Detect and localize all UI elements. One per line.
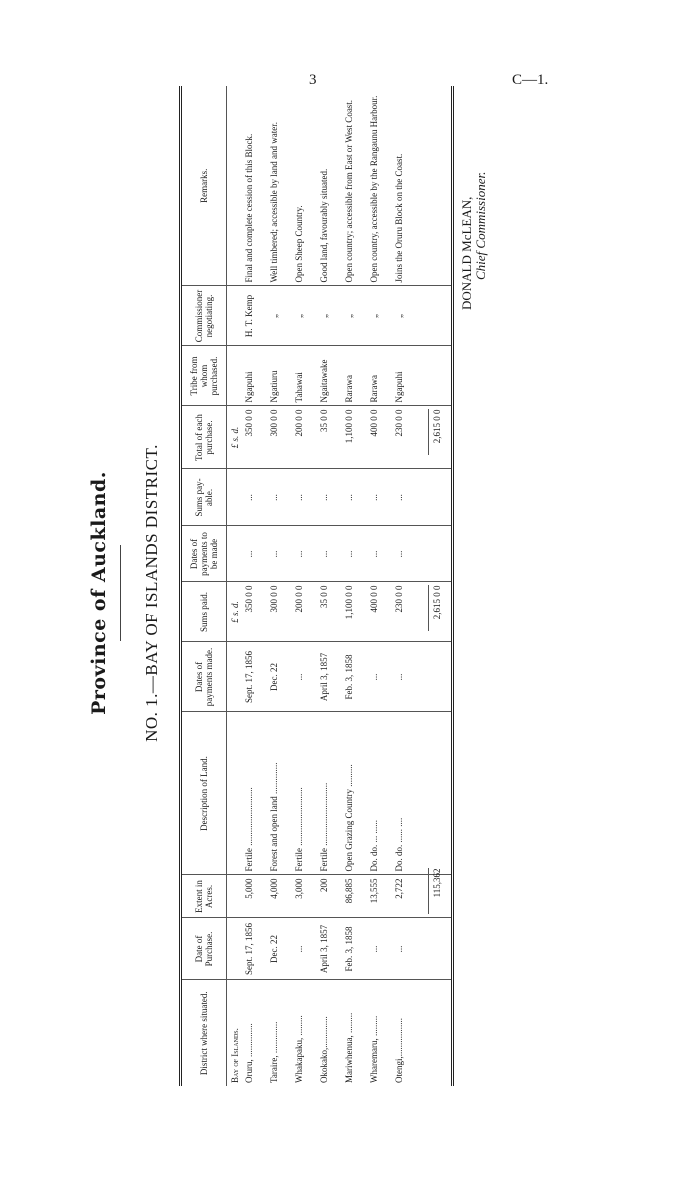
province-title: Province of Auckland. (88, 471, 110, 715)
description-cell: Fertile .......................... (244, 712, 269, 875)
district-cell: Mariwhenua, ......... (344, 1012, 355, 1083)
sum-payable-cell: ... (294, 469, 319, 526)
due-date-cell: ... (294, 526, 319, 582)
total-cell: 200 0 0 (294, 406, 319, 469)
units-row (227, 86, 244, 1086)
commissioner-cell: „ (319, 286, 344, 346)
district-cell: Oruru, ............... (243, 1023, 254, 1083)
group-label: Bay of Islands. (230, 1028, 241, 1083)
table-row (394, 86, 419, 1086)
due-date-cell: ... (269, 526, 294, 582)
due-date-cell: ... (344, 526, 369, 582)
commissioner-cell: „ (269, 286, 294, 346)
acres-cell: 3,000 (294, 875, 319, 918)
document-reference: C—1. (512, 72, 549, 88)
remarks-cell: Final and complete cession of this Block. (244, 86, 269, 286)
description-cell: Open Grazing Country .......... (344, 712, 369, 875)
rotated-content (50, 83, 520, 1093)
tribe-cell: Ngatiuru (269, 346, 294, 406)
purchase-date-cell: Sept. 17, 1856 (244, 918, 269, 980)
sum-paid-cell: 200 0 0 (294, 582, 319, 642)
signatory-title: Chief Commissioner. (473, 171, 488, 280)
table-row (319, 86, 344, 1086)
title-divider (120, 545, 121, 641)
sum-payable-cell: ... (269, 469, 294, 526)
sum-payable-cell: ... (369, 469, 394, 526)
table-row (369, 86, 394, 1086)
total-cell: 1,100 0 0 (344, 406, 369, 469)
acres-cell: 13,555 (369, 875, 394, 918)
sum-payable-cell: ... (344, 469, 369, 526)
acres-cell: 5,000 (244, 875, 269, 918)
sum-payable-cell: ... (319, 469, 344, 526)
due-date-cell: ... (369, 526, 394, 582)
purchase-date-cell: ... (294, 918, 319, 980)
district-cell: Okokako,.............. (319, 1016, 330, 1083)
column-header: Dates of payments to be made (181, 526, 227, 582)
commissioner-cell: „ (294, 286, 319, 346)
due-date-cell: ... (319, 526, 344, 582)
tribe-cell: Ngapuhi (394, 346, 419, 406)
column-header: Commissioner negotiating. (181, 286, 227, 346)
tribe-cell: Ngapuhi (244, 346, 269, 406)
remarks-cell: Open country, accessible by the Rangaunu Harbour. (369, 86, 394, 286)
totals-row (420, 86, 453, 1086)
description-cell: Fertile ............................ (319, 712, 344, 875)
sum-payable-cell: ... (394, 469, 419, 526)
column-header: Extent in Acres. (181, 875, 227, 918)
description-cell: Do. do. ... ...... (369, 712, 394, 875)
commissioner-cell: „ (394, 286, 419, 346)
sum-paid-cell: 300 0 0 (269, 582, 294, 642)
district-cell: Whakapaku, ......... (293, 1015, 304, 1083)
remarks-cell: Well timbered; accessible by land and water. (269, 86, 294, 286)
payment-date-cell: ... (294, 642, 319, 712)
remarks-cell: Open country; accessible from East or West Coast. (344, 86, 369, 286)
acres-cell: 86,885 (344, 875, 369, 918)
table-row (294, 86, 319, 1086)
payment-date-cell: Sept. 17, 1856 (244, 642, 269, 712)
column-header: Date of Purchase. (181, 918, 227, 980)
table-header-row (181, 86, 227, 1086)
money-units: £ s. d. (227, 406, 244, 469)
payment-date-cell: April 3, 1857 (319, 642, 344, 712)
district-cell: Taraire, .............. (268, 1021, 279, 1083)
description-cell: Do. do. ...... .... (394, 712, 419, 875)
sum-paid-cell: 230 0 0 (394, 582, 419, 642)
column-header: Remarks. (181, 86, 227, 286)
purchase-date-cell: ... (394, 918, 419, 980)
total-cell: 35 0 0 (319, 406, 344, 469)
total-acres: 115,362 (428, 869, 442, 915)
district-title: NO. 1.—BAY OF ISLANDS DISTRICT. (142, 444, 161, 742)
acres-cell: 200 (319, 875, 344, 918)
column-header: District where situated. (181, 980, 227, 1086)
column-header: Sums paid. (181, 582, 227, 642)
column-header: Dates of payments made. (181, 642, 227, 712)
total-cell: 350 0 0 (244, 406, 269, 469)
payment-date-cell: Dec. 22 (269, 642, 294, 712)
total-cell: 400 0 0 (369, 406, 394, 469)
payment-date-cell: Feb. 3, 1858 (344, 642, 369, 712)
page-number: 3 (309, 72, 317, 88)
purchase-date-cell: ... (369, 918, 394, 980)
signatory-name: DONALD McLEAN, (459, 196, 474, 310)
sum-paid-cell: 35 0 0 (319, 582, 344, 642)
sum-paid-cell: 400 0 0 (369, 582, 394, 642)
description-cell: Forest and open land .............. (269, 712, 294, 875)
tribe-cell: Rarawa (344, 346, 369, 406)
purchase-date-cell: Feb. 3, 1858 (344, 918, 369, 980)
payment-date-cell: ... (369, 642, 394, 712)
commissioner-cell: H. T. Kemp (244, 286, 269, 346)
acres-cell: 2,722 (394, 875, 419, 918)
signature-block (460, 172, 488, 310)
land-purchase-table (179, 86, 454, 1086)
acres-cell: 4,000 (269, 875, 294, 918)
total-cell: 230 0 0 (394, 406, 419, 469)
district-cell: Otengi,................. (394, 1018, 405, 1083)
tribe-cell: Tahawai (294, 346, 319, 406)
column-header: Description of Land. (181, 712, 227, 875)
tribe-cell: Ngaitawake (319, 346, 344, 406)
total-purchase: 2,615 0 0 (428, 410, 442, 456)
district-cell: Wharemaru, ......... (369, 1015, 380, 1083)
total-sums-paid: 2,615 0 0 (428, 586, 442, 632)
remarks-cell: Open Sheep Country. (294, 86, 319, 286)
payment-date-cell: ... (394, 642, 419, 712)
sum-payable-cell: ... (244, 469, 269, 526)
tribe-cell: Rarawa (369, 346, 394, 406)
table-row (244, 86, 269, 1086)
description-cell: Fertile .......................... (294, 712, 319, 875)
column-header: Tribe from whom purchased. (181, 346, 227, 406)
remarks-cell: Good land, favourably situated. (319, 86, 344, 286)
remarks-cell: Joins the Oruru Block on the Coast. (394, 86, 419, 286)
total-cell: 300 0 0 (269, 406, 294, 469)
commissioner-cell: „ (369, 286, 394, 346)
column-header: Total of each purchase. (181, 406, 227, 469)
column-header: Sums pay-able. (181, 469, 227, 526)
sum-paid-cell: 350 0 0 (244, 582, 269, 642)
table-row (344, 86, 369, 1086)
purchase-date-cell: Dec. 22 (269, 918, 294, 980)
due-date-cell: ... (394, 526, 419, 582)
sum-paid-cell: 1,100 0 0 (344, 582, 369, 642)
table-row (269, 86, 294, 1086)
purchase-date-cell: April 3, 1857 (319, 918, 344, 980)
due-date-cell: ... (244, 526, 269, 582)
commissioner-cell: „ (344, 286, 369, 346)
money-units: £ s. d. (227, 582, 244, 642)
